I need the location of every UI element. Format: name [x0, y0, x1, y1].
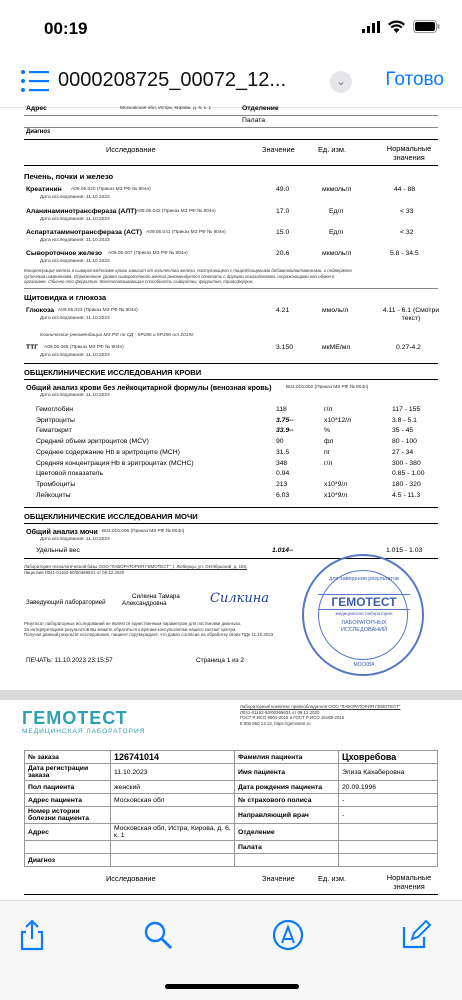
- report-page-2: ГЕМОТЕСТ МЕДИЦИНСКАЯ ЛАБОРАТОРИЯ Лабораторный комплекс правообладателя ООО "ЛАБОРАТОРИЯ ГЕМОТЕСТ" Л041-01162-50/00369631 от 08.12.2020 ГОСТ Р ИСО 9001-2015 и ГОСТ Р ИСО 15189-2015 8 800 550 13 13, https://gemotest.ru № заказа 126741014 Фамилия пациента Цховребова Дата регистрации заказа 11.10.2023 Имя пациента Элиза Кахаберовна Пол пациента женский Дата рождения пациента 20.09.1996 Адрес пациента Московская обл № страхового полиса - Номер истории болезни пациента Направляющий врач - Адрес Московская обл, Истра, Кирова, д. 6, к. 1 Отделение Палата Диагноз Исследование Значение Ед. изм. Нормальные значения: [14, 700, 448, 900]
- done-button[interactable]: Готово: [385, 69, 444, 90]
- cbc-row: Гемоглобин 118 г/л 117 - 155: [36, 406, 421, 413]
- status-time: 00:19: [44, 19, 88, 38]
- patient-row: Пол пациента женский Дата рождения пациента 20.09.1996: [25, 781, 438, 794]
- cbc-row: Гематокрит 33.9-- % 35 - 45: [36, 427, 414, 435]
- section-liver: Печень, почки и железо: [24, 172, 114, 181]
- patient-row: Адрес Московская обл, Истра, Кирова, д. 6, к. 1 Отделение: [25, 824, 438, 841]
- cbc-row: Цветовой показатель 0.94 0.85 - 1.00: [36, 470, 425, 478]
- gemotest-logo: ГЕМОТЕСТ: [22, 708, 128, 728]
- section-blood: ОБЩЕКЛИНИЧЕСКИЕ ИССЛЕДОВАНИЯ КРОВИ: [24, 368, 202, 377]
- patient-row: Адрес пациента Московская обл № страхового полиса -: [25, 794, 438, 807]
- patient-row: Диагноз: [25, 854, 438, 867]
- nav-bar: [0, 56, 462, 108]
- cbc-row: Средняя концентрация Hb в эритроцитах (MCHC) 348 г/л 300 - 380: [36, 459, 421, 467]
- cbc-table: [24, 406, 438, 502]
- report-page-1: Адрес Московская обл, Истра, Кирова, д. 6, к. 1 Отделение Палата Диагноз Исследование Значение Ед. изм. Нормальные значения Печень, почки и железо Креатинин A09.05.020 (Приказ МЗ РФ № 804н) 49.0 мкмоль/л 44 - 88 Дата исследования: 11.10.2023 Аланинаминотрансфераза (АЛТ) A09.05.042 (Приказ МЗ РФ № 804н) 17.0 Ед/л < 33 Дата исследования: 11.10.2023 Аспартатаминотрансфераза (АСТ) A09.05.041 (Приказ МЗ РФ № 804н) 15.0 Ед/л < 32 Дата исследования: 11.10.2023 Сывороточное железо A09.05.007 (Приказ МЗ РФ № 804н) 20.6 мкмоль/л 5.8 - 34.5 Дата исследования: 11.10.2023 Концентрация железа в сыворотке/плазме крови зависит от количества железа, поступающего с пищей/пищевыми добавками/витаминами, и подвержено суточным изменениям. Определение уровня сывороточного железа рекомендуется сочетать с другими показателями, отражающими его обмен в организме. Обычно это ферритин. Железосвязывающая способность сыворотки, ферритин, трансферрин. Щитовидка и глюкоза Глюкоза A09.05.023 (Приказ МЗ РФ № 804н) 4.21 ммоль/л 4.11 - 6.1 (Смотри текст) Дата исследования: 11.10.2023 Клинические рекомендации МЗ РФ по СД - КР286 и КР290 от 2019г ТТГ A09.05.065 (Приказ МЗ РФ № 804н) 3.150 мкМЕ/мл 0.27-4.2 Дата исследования: 11.10.2023 ОБЩЕКЛИНИЧЕСКИЕ ИССЛЕДОВАНИЯ КРОВИ Общий анализ крови без лейкоцитарной формулы (венозная кровь) B03.016.002 (Приказ МЗ РФ № 804н) Дата исследования: 11.10.2023 Гемоглобин 118 г/л 117 - 155 Эритроциты 3.75-- x10*12/л 3.8 - 5.1 Гематокрит 33.9-- % 35 - 45 Средний объем эритроцитов (MCV) 90 фл 80 - 100 Среднее содержание Hb в эритроците (MCH) 31.5 пг 27 - 34 Средняя концентрация Hb в эритроцитах (MCHC) 348 г/л 300 - 380 Цветовой показатель 0.94 0.85 - 1.00 Тромбоциты 213 x10*9/л 180 - 320 Лейкоциты 6.03 x10*9/л 4.5 - 11.3 ОБЩЕКЛИНИЧЕСКИЕ ИССЛЕДОВАНИЯ МОЧИ Общий анализ мочи B03.016.006 (Приказ МЗ РФ № 804н) Дата исследования: 11.10.2023 Удельный вес 1.014-- 1.015 - 1.03 Лаборатория технологической базы ООО "ЛАБОРАТОРИЯ ГЕМОТЕСТ", г. Люберцы, ул. Октябрьский, д. 183, Лицензия Л041-01162-50/00369631 от 08.12.2020 Заведующий лабораторией Силкина Тамара Александровна Силкина Результат лабораторных исследований не является единственным параметром для постановки диагноза. За интерпретацией результатов Вы можете обратиться к врачам-консультантам нашего контакт центра. Получая данный результат исследования, пациент подтверждает, что давал согласие на обработку своих ПДн 11.10.2023 ПЕЧАТЬ: 11.10.2023 23:15:57 Страница 1 из 2: [24, 105, 440, 664]
- home-indicator: [165, 984, 299, 989]
- iron-note: Концентрация железа в сыворотке/плазме крови зависит от количества железа, поступающего с пищей/пищевыми добавками/витаминами, и подвержено суточным изменениям. Определение уровня сывороточного железа рекомендуется сочетать с другими показателями, отражающими его обмен в организме. Обычно это ферритин. Железосвязывающая способность сыворотки, ферритин, трансферрин.: [24, 268, 352, 285]
- status-icons: [362, 20, 440, 33]
- patient-row: Палата: [25, 841, 438, 854]
- signal-icon: [362, 21, 380, 33]
- cbc-row: Тромбоциты 213 x10*9/л 180 - 320: [36, 480, 421, 488]
- cbc-row: Лейкоциты 6.03 x10*9/л 4.5 - 11.3: [36, 491, 421, 499]
- list-icon[interactable]: [20, 68, 50, 94]
- cbc-row: Эритроциты 3.75-- x10*12/л 3.8 - 5.1: [36, 416, 417, 424]
- status-bar: [0, 0, 462, 56]
- page-separator: [0, 690, 462, 700]
- patient-row: Дата регистрации заказа 11.10.2023 Имя пациента Элиза Кахаберовна: [25, 764, 438, 781]
- section-thyroid: Щитовидка и глюкоза: [24, 293, 107, 302]
- lab-header-info: Лабораторный комплекс правообладателя ООО "ЛАБОРАТОРИЯ ГЕМОТЕСТ" Л041-01162-50/00369631 от 08.12.2020 ГОСТ Р ИСО 9001-2015 и ГОСТ Р ИСО 15189-2015 8 800 550 13 13, https://gemotest.ru: [240, 704, 401, 726]
- wifi-icon: [388, 21, 405, 33]
- section-urine: ОБЩЕКЛИНИЧЕСКИЕ ИССЛЕДОВАНИЯ МОЧИ: [24, 512, 198, 521]
- patient-row: Номер истории болезни пациента Направляющий врач -: [25, 807, 438, 824]
- battery-icon: [413, 20, 440, 33]
- patient-row: № заказа 126741014 Фамилия пациента Цховребова: [25, 751, 438, 764]
- disclaimer: Результат лабораторных исследований не является единственным параметром для постановки диагноза. За интерпретацией результатов Вы можете обратиться к врачам-консультантам нашего контакт центра. Получая данный результат исследования, пациент подтверждает, что давал согласие на обработку своих ПДн 11.10.2023: [24, 621, 274, 638]
- patient-table: [24, 750, 438, 867]
- document-view[interactable]: [0, 105, 462, 900]
- signature: Силкина: [210, 591, 270, 606]
- search-icon[interactable]: [140, 917, 176, 953]
- document-title[interactable]: 0000208725_00072_12...: [58, 69, 287, 91]
- share-icon[interactable]: [14, 917, 50, 953]
- lab-stamp: для заверения результатов ГЕМОТЕСТ медицинская лаборатория ЛАБОРАТОРНЫХ ИССЛЕДОВАНИЙ МОСКВА: [302, 554, 424, 676]
- lab-info: Лаборатория технологической базы ООО "ЛАБОРАТОРИЯ ГЕМОТЕСТ", г. Люберцы, ул. Октябрьский, д. 183, Лицензия Л041-01162-50/00369631 от 08.12.2020: [24, 564, 248, 575]
- cbc-row: Средний объем эритроцитов (MCV) 90 фл 80 - 100: [36, 438, 417, 446]
- chevron-down-icon[interactable]: ⌄: [330, 71, 352, 93]
- cbc-row: Среднее содержание Hb в эритроците (MCH) 31.5 пг 27 - 34: [36, 448, 414, 456]
- edit-icon[interactable]: [398, 917, 434, 953]
- markup-icon[interactable]: [270, 917, 306, 953]
